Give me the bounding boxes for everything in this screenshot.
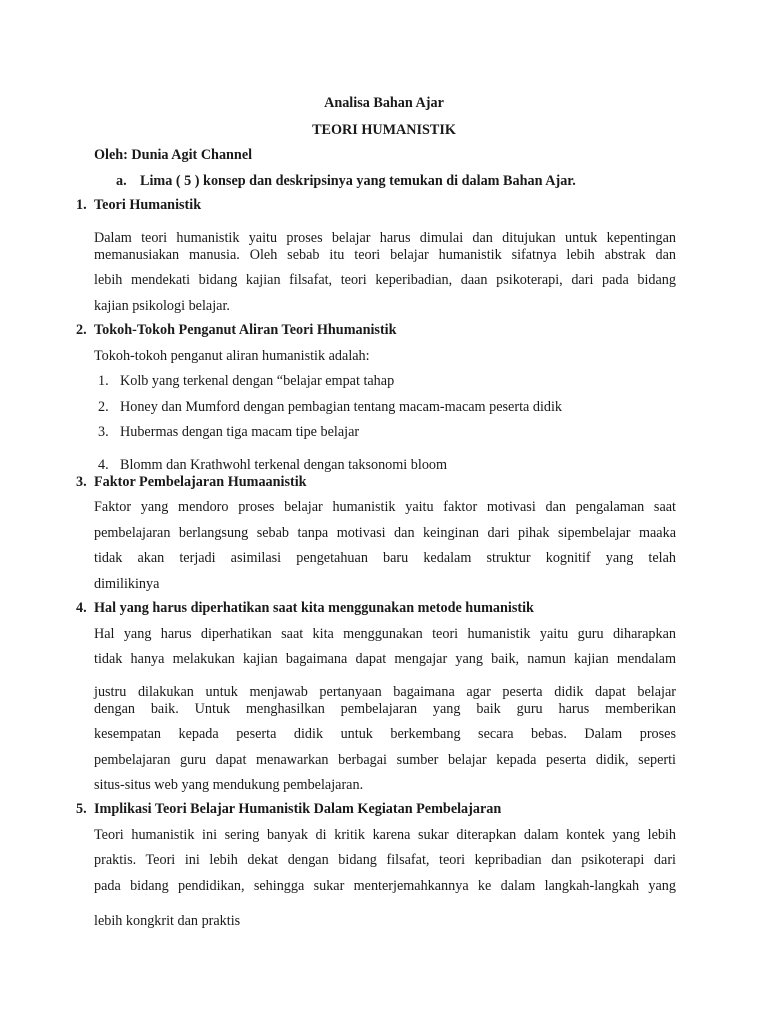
section-5-number: 5. bbox=[76, 801, 87, 817]
intro-marker: a. bbox=[116, 173, 127, 189]
section-4-line: kesempatan kepada peserta didik untuk berkembang secara bebas. Dalam proses bbox=[94, 726, 676, 742]
section-5-line: Teori humanistik ini sering banyak di kritik karena sukar diterapkan dalam kontek yang lebih bbox=[94, 827, 676, 843]
section-4-line: pembelajaran guru dapat menawarkan berbagai sumber belajar kepada peserta didik, seperti bbox=[94, 752, 676, 768]
section-5-line: pada bidang pendidikan, sehingga sukar menterjemahkannya ke dalam langkah-langkah yang bbox=[94, 878, 676, 894]
section-1-number: 1. bbox=[76, 197, 87, 213]
section-2-heading: Tokoh-Tokoh Penganut Aliran Teori Hhumanistik bbox=[94, 322, 397, 338]
section-4-line: justru dilakukan untuk menjawab pertanyaan bagaimana agar peserta didik dapat belajar bbox=[94, 684, 676, 700]
list-item-number: 3. bbox=[98, 424, 109, 440]
document-title: Analisa Bahan Ajar bbox=[324, 95, 444, 111]
section-4-line: Hal yang harus diperhatikan saat kita menggunakan teori humanistik yaitu guru diharapkan bbox=[94, 626, 676, 642]
section-3-number: 3. bbox=[76, 474, 87, 490]
list-item-number: 2. bbox=[98, 399, 109, 415]
list-item: Honey dan Mumford dengan pembagian tentang macam-macam peserta didik bbox=[120, 399, 563, 415]
section-5-line: lebih kongkrit dan praktis bbox=[94, 913, 241, 929]
document-subtitle: TEORI HUMANISTIK bbox=[312, 122, 456, 138]
intro-text: Lima ( 5 ) konsep dan deskripsinya yang temukan di dalam Bahan Ajar. bbox=[140, 173, 576, 189]
section-3-heading: Faktor Pembelajaran Humaanistik bbox=[94, 474, 307, 490]
section-3-line: tidak akan terjadi asimilasi pengetahuan baru kedalam struktur kognitif yang telah bbox=[94, 550, 676, 566]
list-item: Kolb yang terkenal dengan “belajar empat tahap bbox=[120, 373, 395, 389]
section-1-line: memanusiakan manusia. Oleh sebab itu teori belajar humanistik sifatnya lebih abstrak dan bbox=[94, 247, 676, 263]
list-item-number: 4. bbox=[98, 457, 109, 473]
section-3-line: pembelajaran berlangsung sebab tanpa motivasi dan keinginan dari pihak sipembelajar maaka bbox=[94, 525, 676, 541]
section-4-line: dengan baik. Untuk menghasilkan pembelajaran yang baik guru harus memberikan bbox=[94, 701, 676, 717]
section-2-intro: Tokoh-tokoh penganut aliran humanistik adalah: bbox=[94, 348, 370, 364]
section-5-heading: Implikasi Teori Belajar Humanistik Dalam Kegiatan Pembelajaran bbox=[94, 801, 502, 817]
section-1-line: Dalam teori humanistik yaitu proses belajar harus dimulai dan ditujukan untuk kepentingan bbox=[94, 230, 676, 246]
list-item: Hubermas dengan tiga macam tipe belajar bbox=[120, 424, 360, 440]
section-1-heading: Teori Humanistik bbox=[94, 197, 202, 213]
list-item: Blomm dan Krathwohl terkenal dengan taksonomi bloom bbox=[120, 457, 448, 473]
section-4-line: tidak hanya melakukan kajian bagaimana dapat mengajar yang baik, namun kajian mendalam bbox=[94, 651, 676, 667]
section-5-line: praktis. Teori ini lebih dekat dengan bidang filsafat, teori kepribadian dan psikoterapi dari bbox=[94, 852, 676, 868]
section-4-line: situs-situs web yang mendukung pembelajaran. bbox=[94, 777, 364, 793]
section-4-heading: Hal yang harus diperhatikan saat kita menggunakan metode humanistik bbox=[94, 600, 534, 616]
author-line: Oleh: Dunia Agit Channel bbox=[94, 147, 253, 163]
section-1-line: kajian psikologi belajar. bbox=[94, 298, 230, 314]
section-4-number: 4. bbox=[76, 600, 87, 616]
section-1-line: lebih mendekati bidang kajian filsafat, teori keperibadian, daan psikoterapi, dari pada bidang bbox=[94, 272, 676, 288]
section-3-line: Faktor yang mendoro proses belajar humanistik yaitu faktor motivasi dan pengalaman saat bbox=[94, 499, 676, 515]
section-2-number: 2. bbox=[76, 322, 87, 338]
list-item-number: 1. bbox=[98, 373, 109, 389]
section-3-line: dimilikinya bbox=[94, 576, 160, 592]
